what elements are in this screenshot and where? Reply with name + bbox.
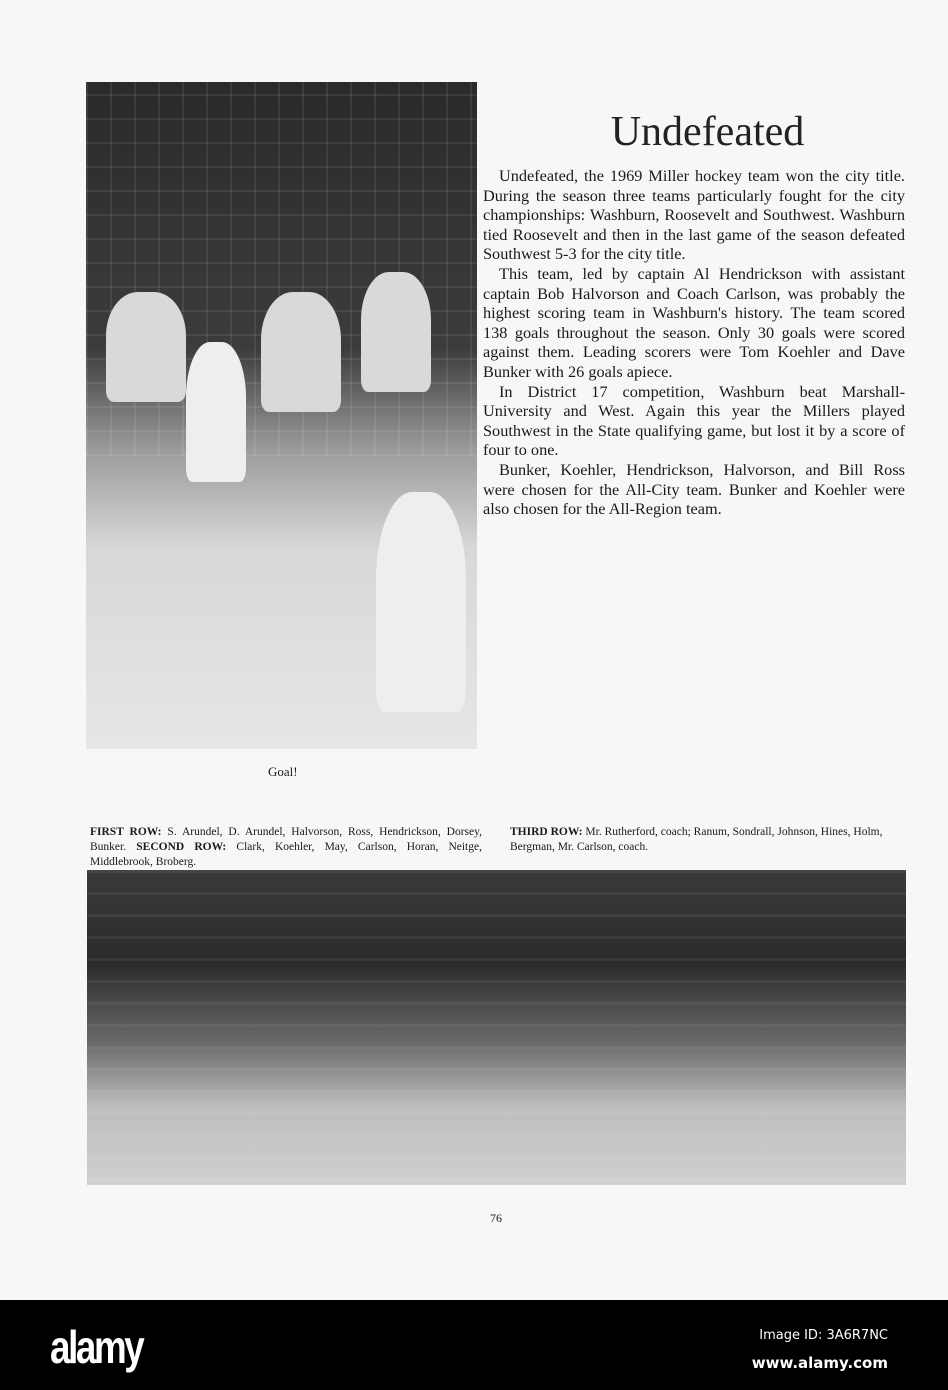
hockey-goal-photo [86,82,477,749]
paragraph: In District 17 competition, Washburn beat Marshall-University and West. Again this year the Millers played Southwest in the State qualifying game, but lost it by a score of four to one. [483,381,905,460]
row-label: THIRD ROW: [510,826,583,838]
page-number: 76 [490,1211,502,1225]
row-names: S. Arundel, D. Arundel, Halvorson, Ross, Hendrickson, Dorsey, Bunker. [90,826,483,853]
team-caption-right [510,825,910,855]
paragraph: Undefeated, the 1969 Miller hockey team won the city title. During the season three teams particularly fought for the city championships: Washburn, Roosevelt and Southwest. Washburn tied Roosevelt and then in the last game of the season defeated Southwest 5-3 for the city title. [483,166,905,264]
site-url: www.alamy.com [751,1354,888,1372]
alamy-logo: alamy [50,1321,143,1373]
team-photo [87,870,906,1185]
image-id: Image ID: 3A6R7NC [759,1328,888,1343]
row-names: Clark, Koehler, May, Carlson, Horan, Neitge, Middlebrook, Broberg. [90,841,482,868]
row-label: FIRST ROW: [90,826,162,838]
article-body [483,166,905,519]
row-names: Mr. Rutherford, coach; Ranum, Sondrall, Johnson, Hines, Holm, Bergman, Mr. Carlson, coach. [510,826,883,853]
row-label: SECOND ROW: [136,841,227,853]
watermark-bar [0,1300,948,1390]
article-title: Undefeated [610,109,805,155]
paragraph: This team, led by captain Al Hendrickson with assistant captain Bob Halvorson and Coach Carlson, was probably the highest scoring team in Washburn's history. The team scored 138 goals throughout the season. Only 30 goals were scored against them. Leading scorers were Tom Koehler and Dave Bunker with 26 goals apiece. [483,263,905,381]
photo-caption: Goal! [268,764,298,779]
team-caption-left [90,825,482,870]
paragraph: Bunker, Koehler, Hendrickson, Halvorson, and Bill Ross were chosen for the All-City team. Bunker and Koehler were also chosen for the All-Region team. [483,459,905,519]
